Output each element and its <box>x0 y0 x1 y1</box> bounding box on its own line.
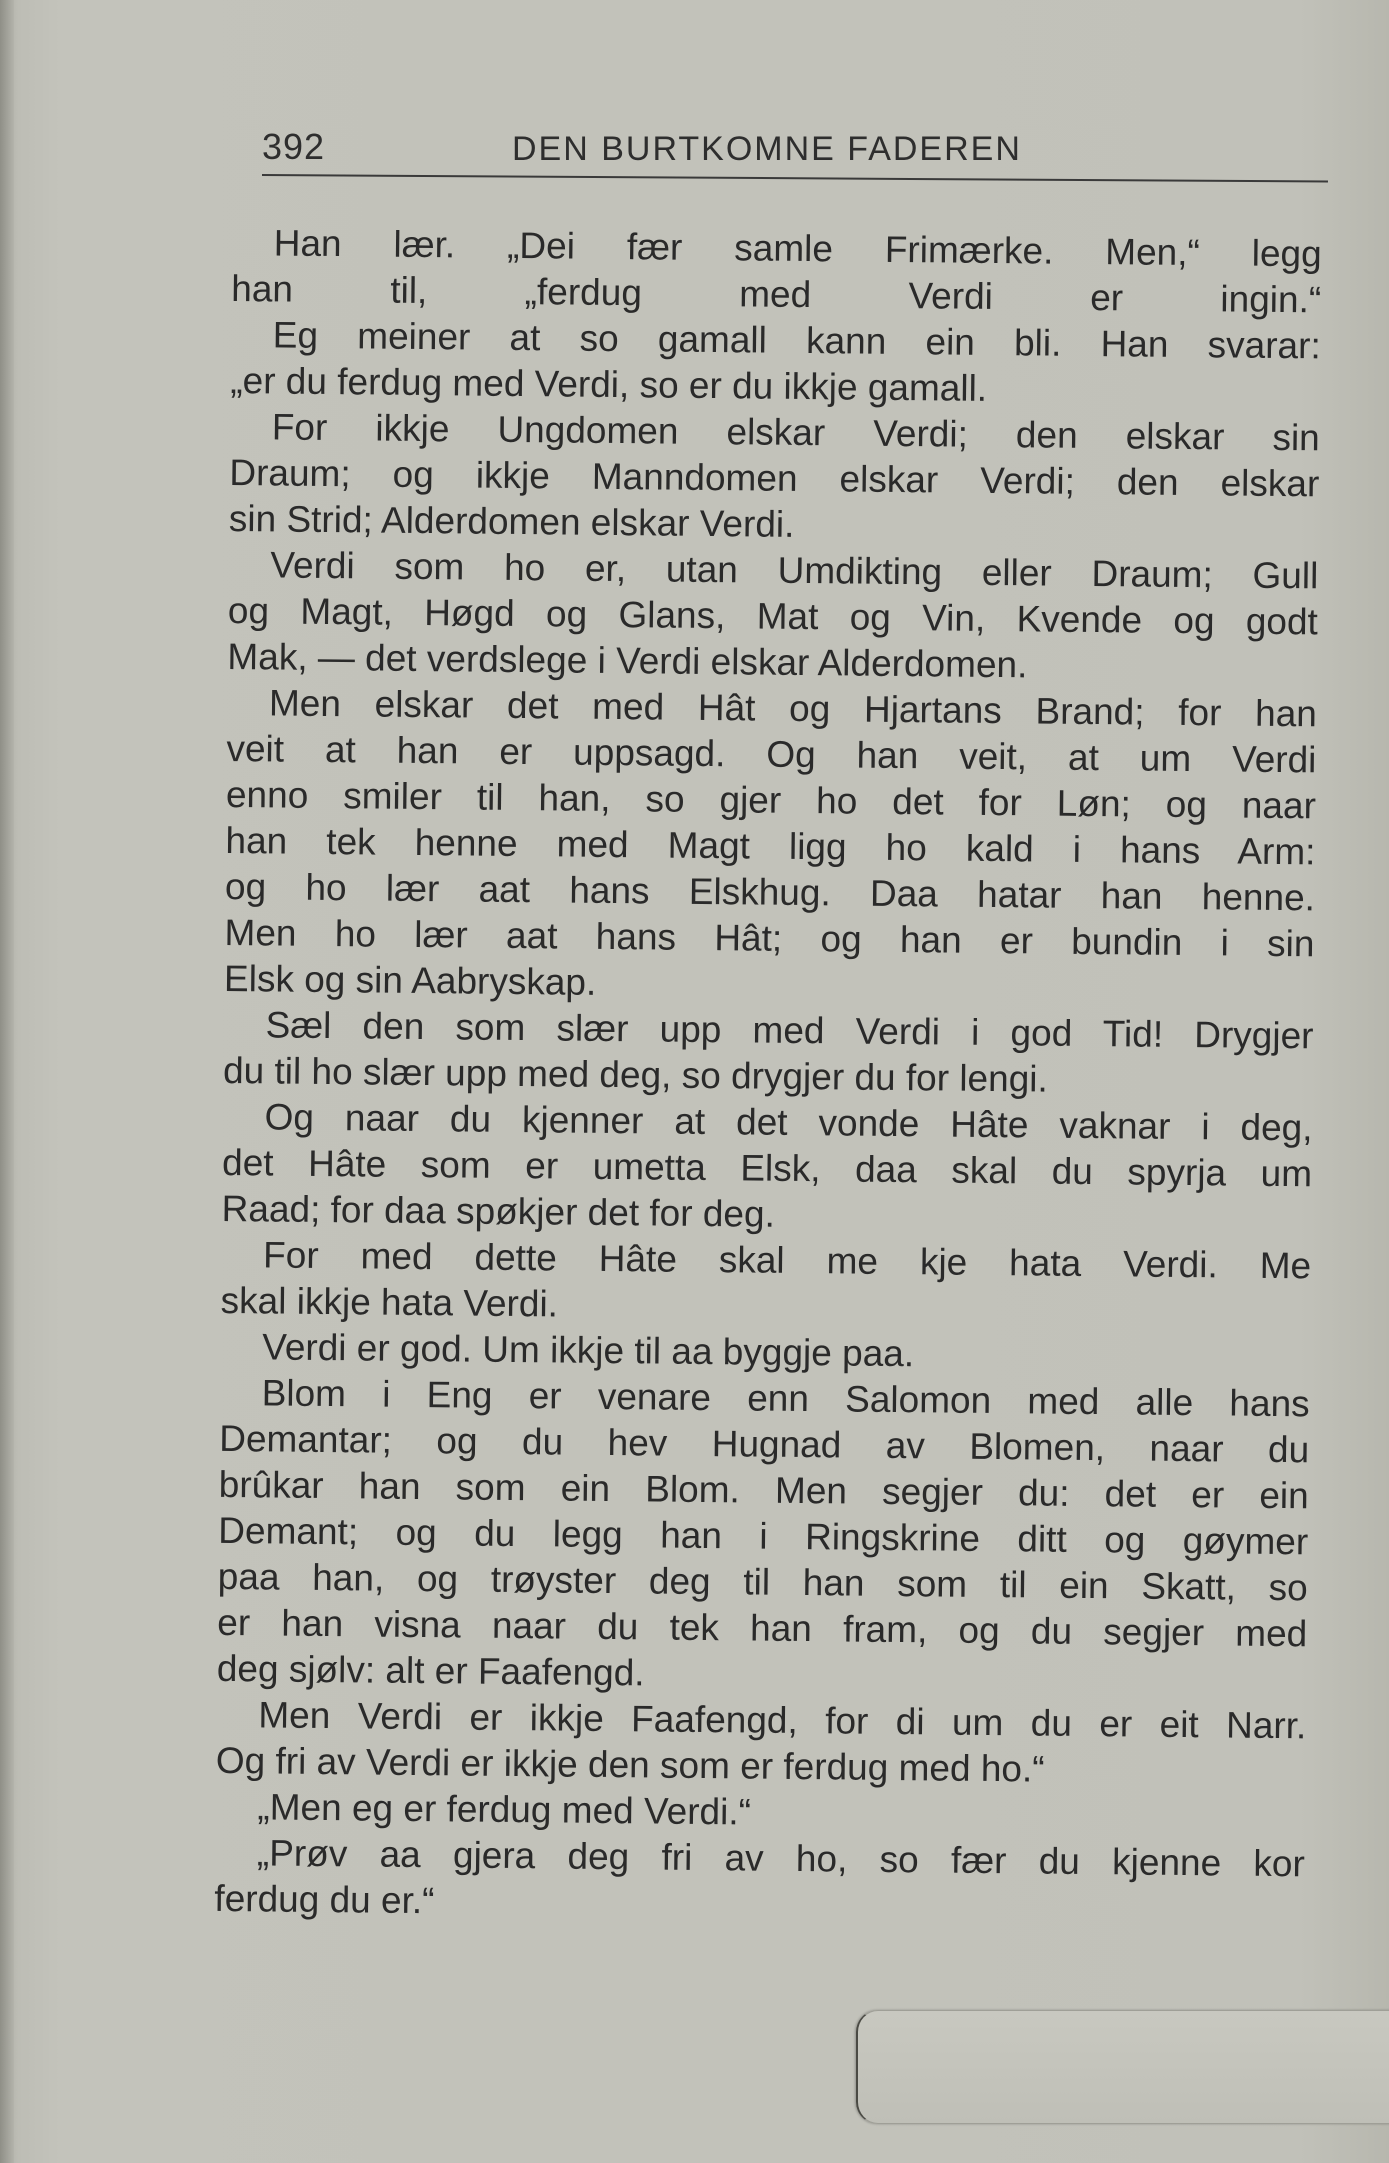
text-line: For ikkje Ungdomen elskar Verdi; den elskar sin <box>271 406 1320 459</box>
text-line: ferdug du er.“ <box>214 1877 435 1922</box>
running-title: DEN BURTKOMNE FADEREN <box>512 130 1022 168</box>
text-line: „Prøv aa gjera deg fri av ho, so fær du kjenne kor <box>256 1832 1306 1885</box>
page-number: 392 <box>262 126 326 167</box>
text-line: Men elskar det med Hât og Hjartans Brand; for han <box>268 682 1318 735</box>
text-line: Sæl den som slær upp med Verdi i god Tid! Drygjer <box>265 1004 1314 1057</box>
body-text <box>214 220 1322 1991</box>
text-line: Men ho lær aat hans Hât; og han er bundin i sin <box>224 911 1315 965</box>
text-line: er han visna naar du tek han fram, og du segjer med <box>217 1601 1308 1655</box>
text-line: Mak, — det verdslege i Verdi elskar Alderdomen. <box>227 635 1028 686</box>
text-line: og Magt, Høgd og Glans, Mat og Vin, Kvende og godt <box>227 589 1319 643</box>
text-line: paa han, og trøyster deg til han som til ein Skatt, so <box>217 1555 1308 1609</box>
text-line: „er du ferdug med Verdi, so er du ikkje gamall. <box>230 359 988 409</box>
text-line: sin Strid; Alderdomen elskar Verdi. <box>228 497 795 545</box>
text-line: Blom i Eng er venare enn Salomon med alle hans <box>261 1372 1310 1425</box>
text-line: Verdi er god. Um ikkje til aa byggje paa. <box>261 1326 915 1375</box>
text-line: Draum; og ikkje Manndomen elskar Verdi; den elskar <box>229 451 1320 505</box>
text-line: Han lær. „Dei fær samle Frimærke. Men,“ legg <box>273 222 1322 275</box>
text-line: Og fri av Verdi er ikkje den som er ferdug med ho.“ <box>215 1739 1045 1790</box>
text-line: han tek henne med Magt ligg ho kald i hans Arm: <box>225 819 1316 873</box>
text-line: det Hâte som er umetta Elsk, daa skal du spyrja um <box>221 1141 1313 1195</box>
text-line: Verdi som ho er, utan Umdikting eller Draum; Gull <box>270 544 1319 597</box>
text-line: veit at han er uppsagd. Og han veit, at um Verdi <box>226 727 1317 781</box>
text-line: For med dette Hâte skal me kje hata Verdi. Me <box>262 1234 1312 1287</box>
page-gutter-edge <box>0 0 14 2163</box>
text-line: Demant; og du legg han i Ringskrine ditt og gøymer <box>218 1509 1309 1563</box>
text-line: Elsk og sin Aabryskap. <box>223 957 597 1003</box>
text-line: Eg meiner at so gamall kann ein bli. Han svarar: <box>272 314 1321 367</box>
text-line: deg sjølv: alt er Faafengd. <box>216 1647 645 1694</box>
text-line: „Men eg er ferdug med Verdi.“ <box>257 1786 752 1833</box>
text-line: han til, „ferdug med Verdi er ingin.“ <box>231 267 1322 321</box>
page-header <box>262 118 1330 184</box>
text-line: Demantar; og du hev Hugnad av Blomen, naar du <box>219 1417 1310 1471</box>
header-rule <box>262 174 1328 183</box>
text-line: enno smiler til han, so gjer ho det for Løn; og naar <box>225 773 1317 827</box>
text-line: brûkar han som ein Blom. Men segjer du: det er ein <box>218 1463 1309 1517</box>
text-line: og ho lær aat hans Elskhug. Daa hatar han henne. <box>224 865 1316 919</box>
text-line: Raad; for daa spøkjer det for deg. <box>221 1187 776 1235</box>
text-line: du til ho slær upp med deg, so drygjer du for lengi. <box>222 1049 1048 1100</box>
text-line: skal ikkje hata Verdi. <box>220 1279 559 1325</box>
paper-slip-bookmark <box>856 2010 1389 2124</box>
text-line: Og naar du kjenner at det vonde Hâte vaknar i deg, <box>264 1096 1313 1149</box>
text-line: Men Verdi er ikkje Faafengd, for di um du er eit Narr. <box>258 1694 1307 1747</box>
